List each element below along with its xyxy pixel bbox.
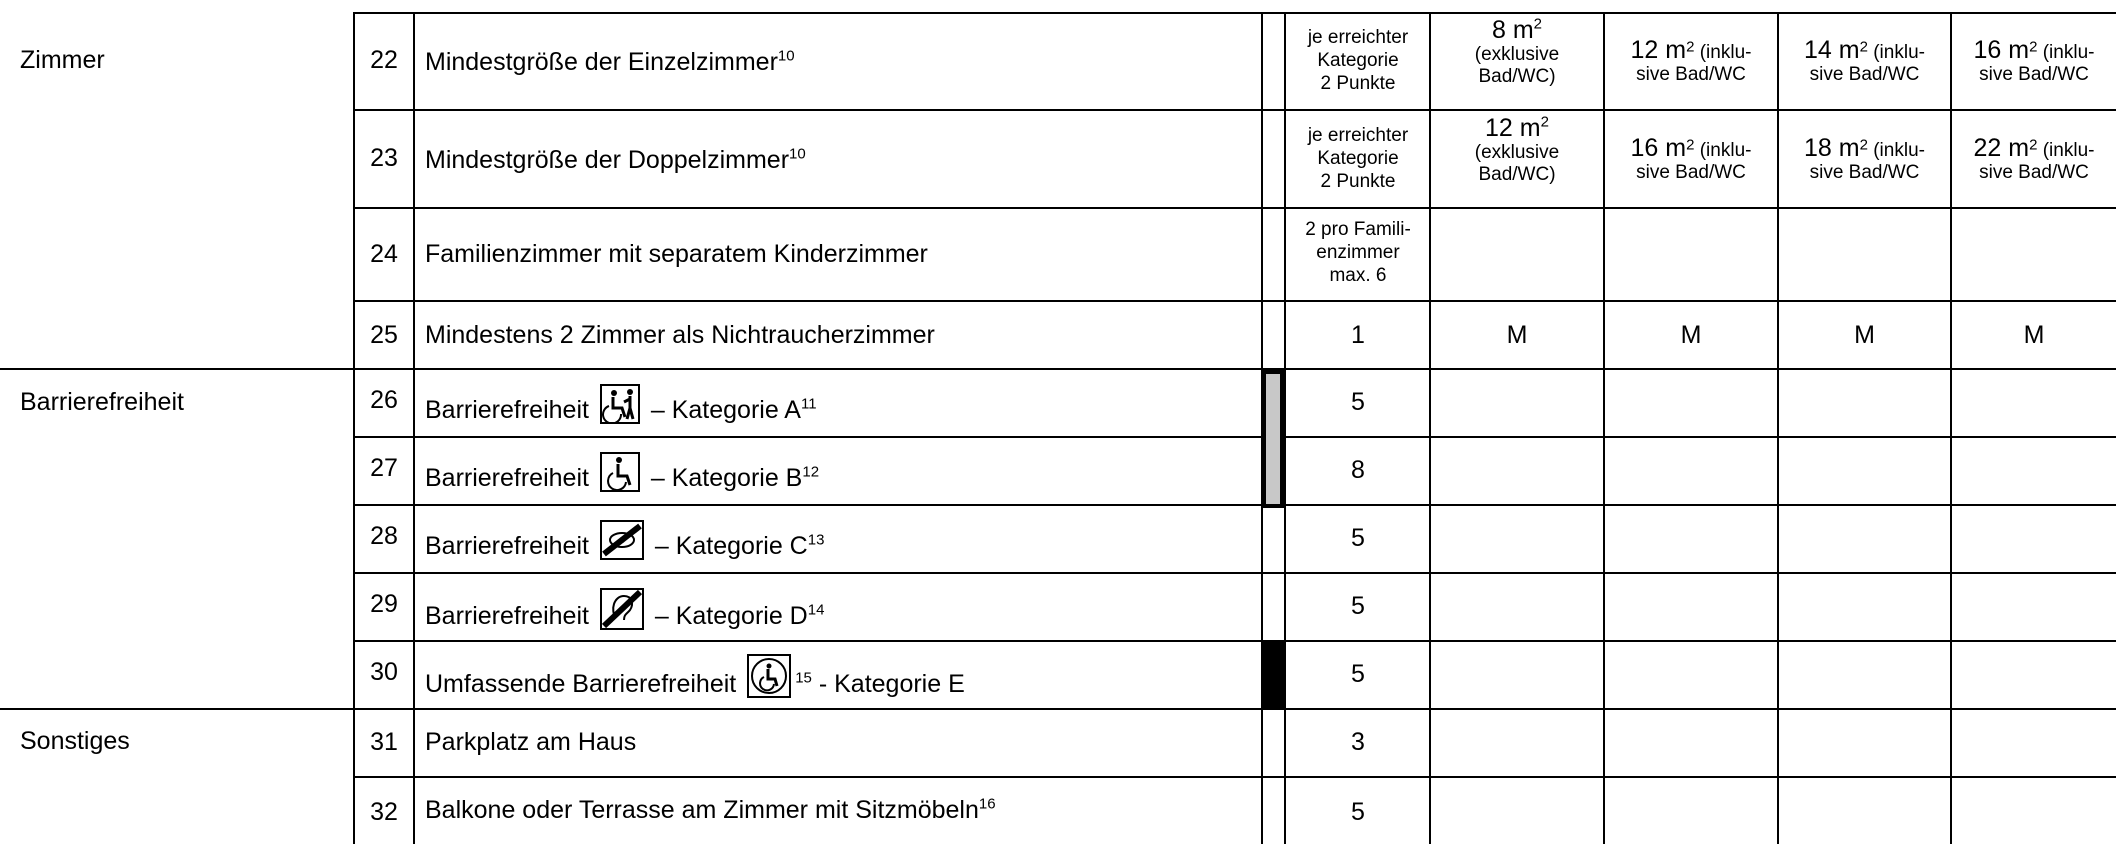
size-cell: 14 $m^2$ (inklu- sive Bad/WC — [1804, 36, 1925, 85]
row-number: 27 — [370, 454, 398, 482]
points-cell: 1 — [1351, 321, 1365, 349]
row-label: Barrierefreiheit – Kategorie $B^{12}$ — [425, 452, 819, 498]
row-divider — [355, 109, 2116, 111]
section-divider — [0, 708, 2116, 710]
row-label: Familienzimmer mit separatem Kinderzimmer — [425, 240, 928, 268]
row-number: 22 — [370, 46, 398, 74]
category-barrierefreiheit: Barrierefreiheit — [20, 388, 184, 416]
points-cell: 2 pro Famili- enzimmer max. 6 — [1305, 219, 1411, 286]
row-label: Balkone oder Terrasse am Zimmer mit Sitzmöbeln$^{16}$ — [425, 795, 996, 824]
points-cell: 5 — [1351, 388, 1365, 416]
row-divider — [355, 640, 2116, 642]
mandatory-mark: M — [1854, 321, 1875, 349]
row-number: 23 — [370, 144, 398, 172]
category-zimmer: Zimmer — [20, 46, 105, 74]
size-cell: 18 $m^2$ (inklu- sive Bad/WC — [1804, 134, 1925, 183]
category-sonstiges: Sonstiges — [20, 727, 130, 755]
points-cell: 5 — [1351, 660, 1365, 688]
points-cell: 3 — [1351, 728, 1365, 756]
size-cell: 12 $m^2$ (exklusive Bad/WC) — [1474, 113, 1560, 185]
size-cell: 16 $m^2$ (inklu- sive Bad/WC — [1630, 134, 1752, 183]
points-cell: 5 — [1351, 524, 1365, 552]
row-number: 24 — [370, 240, 398, 268]
row-number: 29 — [370, 590, 398, 618]
accessibility-marker-gray — [1266, 374, 1280, 504]
points-cell: 8 — [1351, 456, 1365, 484]
mandatory-mark: M — [1680, 321, 1702, 349]
wheelchair-assisted-icon — [600, 384, 640, 430]
row-label: Barrierefreiheit – Kategorie $C^{13}$ — [425, 520, 824, 566]
row-label: Barrierefreiheit – Kategorie $A^{11}$ — [425, 384, 817, 430]
column-divider — [413, 12, 415, 844]
row-number: 31 — [370, 728, 398, 756]
row-number: 32 — [370, 798, 398, 826]
wheelchair-icon — [600, 452, 640, 498]
row-divider — [355, 300, 2116, 302]
column-divider — [353, 12, 355, 844]
size-cell: 8 $m^2$ (exklusive Bad/WC) — [1474, 15, 1560, 87]
full-accessibility-icon — [747, 654, 791, 704]
row-label: Umfassende Barrierefreiheit $^{15}$ - Kategorie E — [425, 654, 965, 704]
row-divider — [355, 776, 2116, 778]
row-number: 25 — [370, 321, 398, 349]
row-number: 30 — [370, 658, 398, 686]
row-label: Mindestens 2 Zimmer als Nichtraucherzimmer — [425, 321, 935, 349]
row-label: Parkplatz am Haus — [425, 728, 637, 756]
row-divider — [355, 207, 2116, 209]
size-cell: 22 $m^2$ (inklu- sive Bad/WC — [1973, 134, 2095, 183]
row-number: 28 — [370, 522, 398, 550]
row-number: 26 — [370, 386, 398, 414]
mandatory-mark: M — [1506, 321, 1528, 349]
visual-impairment-icon — [600, 520, 644, 566]
points-cell: 5 — [1351, 798, 1365, 826]
size-cell: 12 $m^2$ (inklu- sive Bad/WC — [1630, 36, 1752, 85]
table-top-border — [355, 12, 2116, 14]
row-divider — [355, 436, 2116, 438]
row-label: Mindestgröße der Doppelzimmer$^{10}$ — [425, 145, 806, 174]
hearing-impairment-icon — [600, 588, 644, 636]
section-divider — [0, 368, 2116, 370]
mandatory-mark: M — [2023, 321, 2045, 349]
points-cell: 5 — [1351, 592, 1365, 620]
row-label: Mindestgröße der Einzelzimmer$^{10}$ — [425, 47, 795, 76]
points-cell: je erreichter Kategorie 2 Punkte — [1307, 27, 1409, 94]
row-divider — [355, 572, 2116, 574]
row-label: Barrierefreiheit – Kategorie $D^{14}$ — [425, 588, 824, 636]
size-cell: 16 $m^2$ (inklu- sive Bad/WC — [1973, 36, 2095, 85]
points-cell: je erreichter Kategorie 2 Punkte — [1307, 125, 1409, 192]
row-divider — [355, 504, 2116, 506]
